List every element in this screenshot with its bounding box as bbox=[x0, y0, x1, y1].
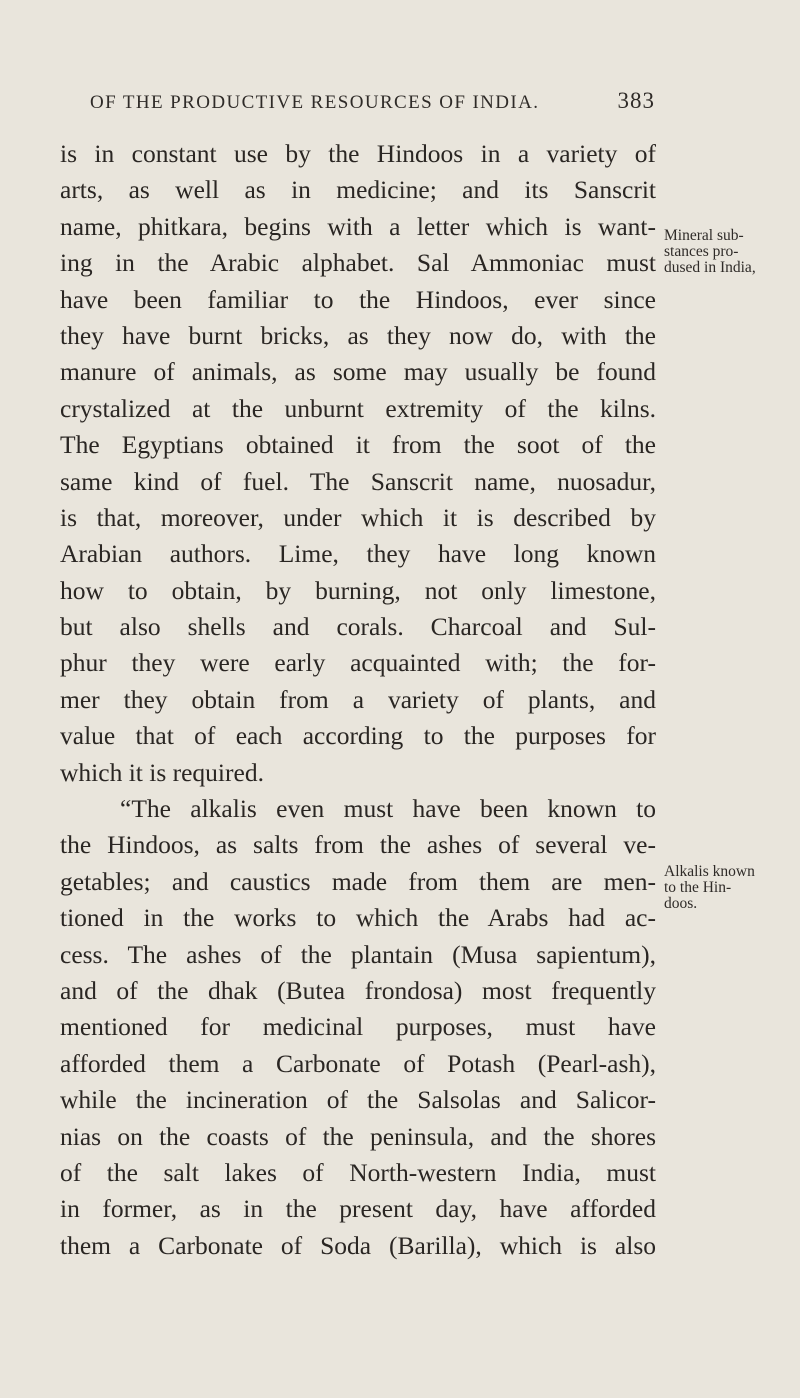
text-line-2: arts, as well as in medicine; and its Sanscrit bbox=[60, 175, 656, 205]
text-line-20: the Hindoos, as salts from the ashes of several ve- bbox=[60, 830, 656, 860]
margin-note-line: doos. bbox=[664, 895, 698, 912]
text-line-28: nias on the coasts of the peninsula, and the shores bbox=[60, 1121, 656, 1151]
margin-note-line: to the Hin- bbox=[664, 879, 732, 896]
margin-note-alkalis bbox=[664, 864, 800, 912]
text-line-17: value that of each according to the purposes for bbox=[60, 721, 656, 751]
text-line-7: manure of animals, as some may usually be found bbox=[60, 357, 656, 387]
body-text bbox=[60, 136, 656, 1264]
text-line-18: which it is required. bbox=[60, 757, 264, 787]
text-line-30: in former, as in the present day, have afforded bbox=[60, 1194, 656, 1224]
text-line-15: phur they were early acquainted with; the for- bbox=[60, 648, 656, 678]
text-line-19: “The alkalis even must have been known to bbox=[120, 794, 656, 824]
text-line-9: The Egyptians obtained it from the soot of the bbox=[60, 430, 656, 460]
text-line-24: and of the dhak (Butea frondosa) most frequently bbox=[60, 975, 656, 1005]
margin-note-line: dused in India, bbox=[664, 259, 756, 276]
text-line-1: is in constant use by the Hindoos in a variety of bbox=[60, 139, 656, 168]
text-line-8: crystalized at the unburnt extremity of the kilns. bbox=[60, 393, 656, 423]
text-line-14: but also shells and corals. Charcoal and Sul- bbox=[60, 612, 656, 642]
text-line-13: how to obtain, by burning, not only limestone, bbox=[60, 575, 656, 605]
text-line-11: is that, moreover, under which it is described by bbox=[60, 502, 656, 532]
text-line-12: Arabian authors. Lime, they have long known bbox=[60, 539, 656, 569]
text-line-21: getables; and caustics made from them are men- bbox=[60, 866, 656, 896]
text-line-26: afforded them a Carbonate of Potash (Pearl-ash), bbox=[60, 1048, 656, 1078]
text-line-4: ing in the Arabic alphabet. Sal Ammoniac must bbox=[60, 248, 656, 278]
page-number: 383 bbox=[617, 88, 655, 113]
text-line-10: same kind of fuel. The Sanscrit name, nuosadur, bbox=[60, 466, 656, 496]
text-line-6: they have burnt bricks, as they now do, with the bbox=[60, 320, 656, 350]
margin-note-line: Mineral sub- bbox=[664, 227, 744, 244]
text-line-31: them a Carbonate of Soda (Barilla), which is also bbox=[60, 1230, 656, 1260]
margin-note-line: Alkalis known bbox=[664, 863, 755, 880]
text-line-23: cess. The ashes of the plantain (Musa sapientum), bbox=[60, 939, 656, 969]
margin-note-mineral-substances bbox=[664, 228, 800, 276]
text-line-29: of the salt lakes of North-western India, must bbox=[60, 1157, 656, 1187]
text-line-5: have been familiar to the Hindoos, ever since bbox=[60, 284, 656, 314]
running-head bbox=[90, 88, 655, 114]
text-line-22: tioned in the works to which the Arabs had ac- bbox=[60, 903, 656, 933]
margin-note-line: stances pro- bbox=[664, 243, 739, 260]
text-line-3: name, phitkara, begins with a letter which is want- bbox=[60, 211, 656, 241]
text-line-25: mentioned for medicinal purposes, must have bbox=[60, 1012, 656, 1042]
text-line-27: while the incineration of the Salsolas and Salicor- bbox=[60, 1085, 656, 1115]
running-head-title: OF THE PRODUCTIVE RESOURCES OF INDIA. bbox=[90, 92, 540, 113]
text-line-16: mer they obtain from a variety of plants, and bbox=[60, 684, 656, 714]
